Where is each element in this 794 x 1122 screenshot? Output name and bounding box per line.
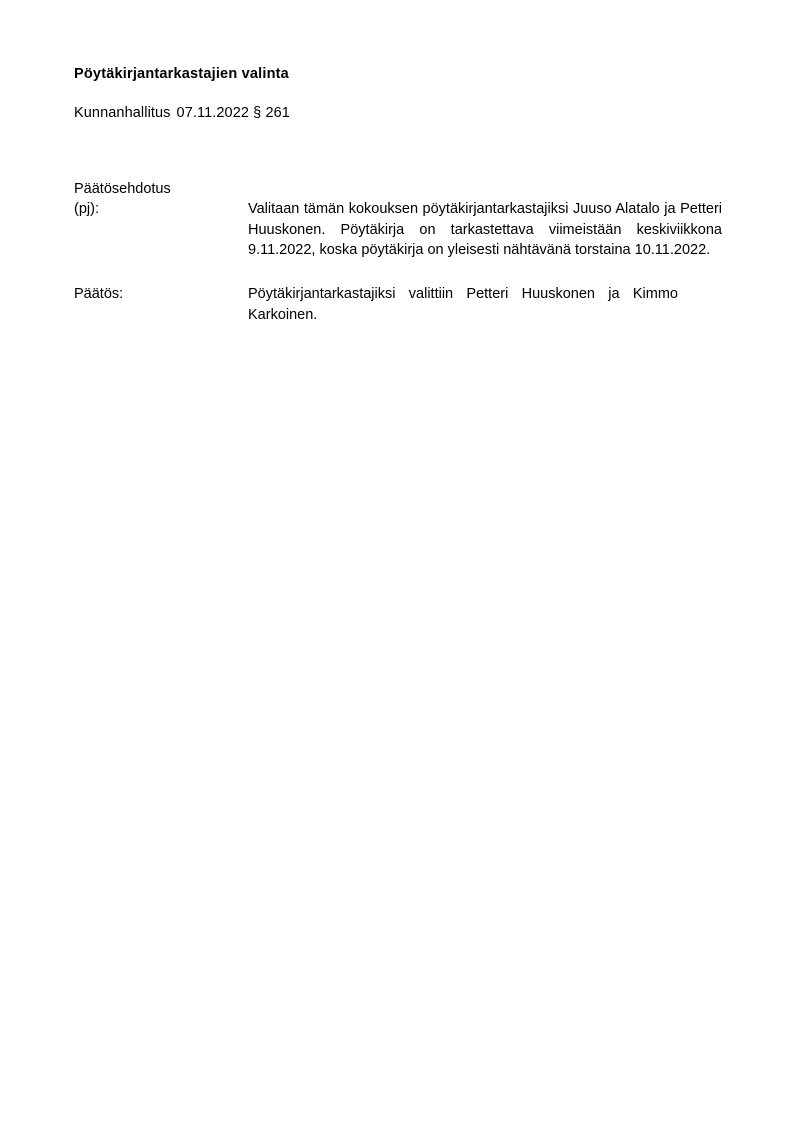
- meeting-body-label: Kunnanhallitus: [74, 105, 171, 121]
- section-label-decision-proposal: [74, 179, 244, 219]
- meeting-reference: [74, 105, 290, 121]
- section-text-decision-proposal: Valitaan tämän kokouksen pöytäkirjantarkastajiksi Juuso Alatalo ja Petteri Huuskonen. Pöytäkirja on tarkastettava viimeistään keskiviikkona 9.11.2022, koska pöytäkirja on yleisesti nähtävänä torstaina 10.11.2022.: [248, 201, 722, 258]
- page-title: Pöytäkirjantarkastajien valinta: [74, 66, 289, 82]
- section-text-decision: Pöytäkirjantarkastajiksi valittiin Petteri Huuskonen ja Kimmo Karkoinen.: [248, 286, 678, 323]
- section-decision: [74, 284, 734, 325]
- section-label-line1: Päätös:: [74, 286, 124, 302]
- section-label-line2: (pj):: [74, 201, 99, 217]
- section-label-decision: [74, 284, 244, 304]
- section-label-line1: Päätösehdotus: [74, 181, 171, 197]
- meeting-date-section: 07.11.2022 § 261: [176, 105, 290, 121]
- section-decision-proposal: [74, 179, 734, 261]
